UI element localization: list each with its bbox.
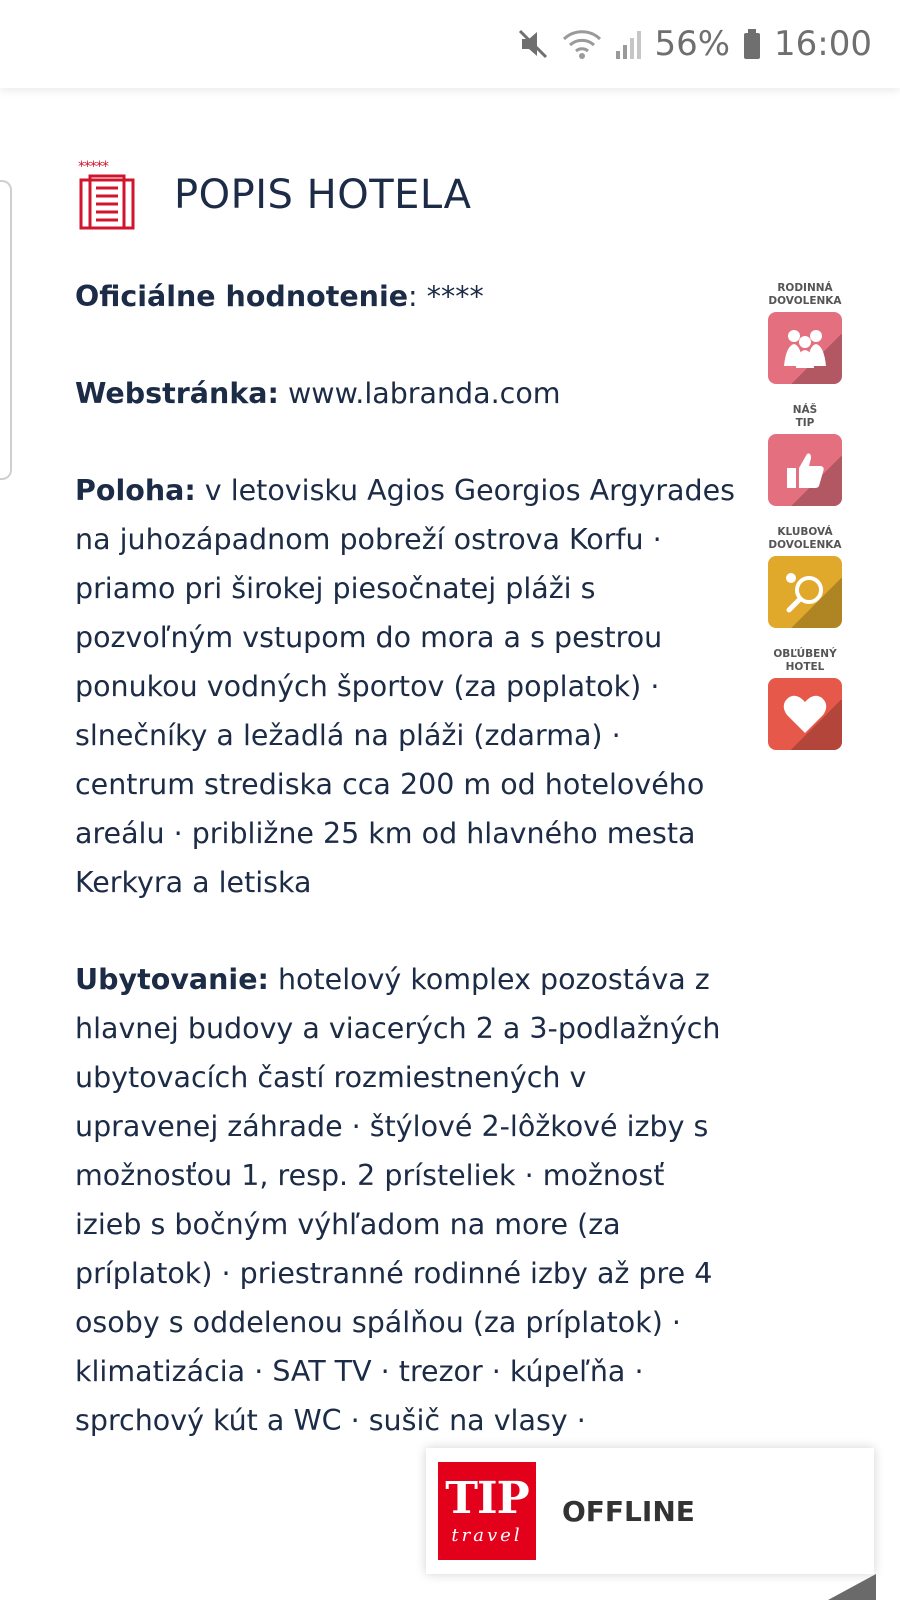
location-text: v letovisku Agios Georgios Argyrades na juhozápadnom pobreží ostrova Korfu · priamo pri širokej piesočnatej pláži s pozvoľným vstupom do mora a s pestrou ponukou vodných športov (za poplatok) · slnečníky a ležadlá na pláži (zdarma) · centrum strediska cca 200 m od hotelového areálu · približne 25 km od hlavného mesta Kerkyra a letiska [75,474,735,899]
badge-label: RODINNÁ DOVOLENKA [768,282,842,307]
hotel-stars: ***** [78,159,108,175]
offline-status: OFFLINE [562,1494,695,1528]
wifi-icon [562,27,602,61]
location-paragraph [75,466,735,907]
accommodation-paragraph [75,955,735,1445]
website-label: Webstránka: [75,377,279,410]
corner-scroll-indicator [828,1574,876,1600]
rating-label: Oficiálne hodnotenie [75,280,409,313]
feature-badges [760,280,850,768]
battery-icon [742,27,762,61]
racket-icon [768,556,842,628]
badge-our-tip[interactable] [760,402,850,506]
website-link[interactable]: www.labranda.com [278,377,561,410]
logo-word: TIP [445,1472,529,1524]
logo-sub: travel [451,1524,523,1546]
badge-label: NÁŠ TIP [792,404,818,429]
status-bar [0,0,900,88]
badge-favorite-hotel[interactable] [760,646,850,750]
section-header [78,158,471,232]
rating-row [75,272,735,321]
hotel-building-icon [78,160,136,230]
accommodation-label: Ubytovanie: [75,963,269,996]
clock: 16:00 [774,24,872,64]
signal-icon [614,27,642,61]
side-drawer-handle[interactable] [0,180,12,480]
badge-family[interactable] [760,280,850,384]
rating-value: : **** [408,280,484,313]
website-row [75,369,735,418]
badge-label: KLUBOVÁ DOVOLENKA [768,526,842,551]
mute-icon [516,27,550,61]
location-label: Poloha: [75,474,196,507]
section-title: POPIS HOTELA [174,172,472,218]
heart-icon [768,678,842,750]
accommodation-text: hotelový komplex pozostáva z hlavnej budovy a viacerých 2 a 3-podlažných ubytovacích častí rozmiestnených v upravenej záhrade · štýlové 2-lôžkové izby s možnosťou 1, resp. 2 prísteliek · možnosť izieb s bočným výhľadom na more (za príplatok) · priestranné rodinné izby až pre 4 osoby s oddelenou spálňou (za príplatok) · klimatizácia · SAT TV · trezor · kúpeľňa · sprchový kút a WC · sušič na vlasy · [75,963,721,1437]
badge-club[interactable] [760,524,850,628]
hotel-description [75,272,735,1493]
tip-travel-logo [438,1462,536,1560]
offline-notification[interactable] [426,1448,874,1574]
thumbs-up-icon [768,434,842,506]
badge-label: OBĽÚBENÝ HOTEL [773,648,837,673]
battery-percentage: 56% [654,24,731,64]
family-icon [768,312,842,384]
